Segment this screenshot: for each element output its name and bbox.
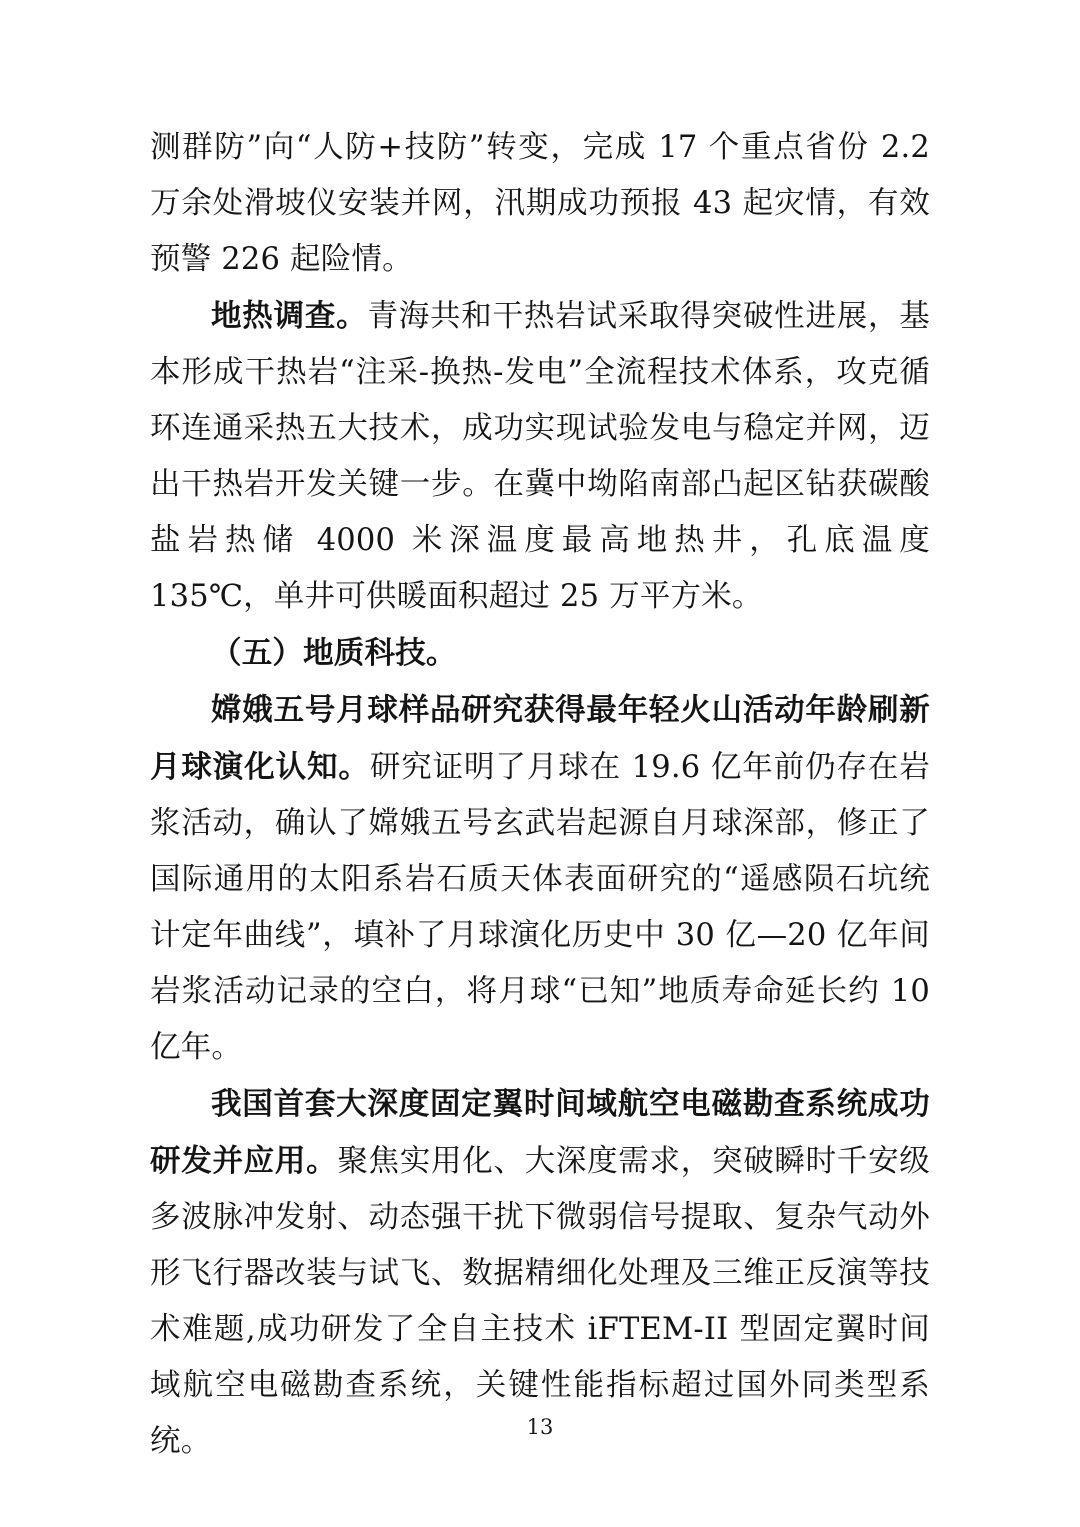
paragraph-lead-bold: 地热调查。 [211,298,368,334]
paragraph-lead-bold: （五）地质科技。 [211,635,457,671]
paragraph-text: 聚焦实用化、大深度需求，突破瞬时千安级多波脉冲发射、动态强干扰下微弱信号提取、复杂气动外形飞行器改装与试飞、数据精细化处理及三维正反演等技术难题,成功研发了全自主技术 iFTEM-II 型固定翼时间域航空电磁勘查系统，关键性能指标超过国外同类型系统。 [150,1144,930,1459]
paragraph-text: 青海共和干热岩试采取得突破性进展，基本形成干热岩“注采-换热-发电”全流程技术体系，攻克循环连通采热五大技术，成功实现试验发电与稳定并网，迈出干热岩开发关键一步。在冀中坳陷南部凸起区钻获碳酸盐岩热储 4000 米深温度最高地热井，孔底温度 135℃，单井可供暖面积超过 25 万平方米。 [150,299,930,614]
paragraph-text: 研究证明了月球在 19.6 亿年前仍存在岩浆活动，确认了嫦娥五号玄武岩起源自月球深部，修正了国际通用的太阳系岩石质天体表面研究的“遥感陨石坑统计定年曲线”，填补了月球演化历史中 30 亿—20 亿年间岩浆活动记录的空白，将月球“已知”地质寿命延长约 10 亿年。 [150,750,931,1065]
paragraph-lead-bold: 嫦娥五号月球样品研究获得最年轻火山活动年龄刷新月球演化认知。 [150,692,930,785]
paragraph-lead-bold: 我国首套大深度固定翼时间域航空电磁勘查系统成功研发并应用。 [150,1086,930,1179]
para-4-iftem [150,1076,930,1470]
page-number: 13 [526,1415,554,1439]
document-body [150,120,930,1470]
heading-5 [150,625,930,682]
para-1-continued [150,120,930,288]
para-2-geothermal [150,288,930,625]
paragraph-text: 测群防”向“人防+技防”转变，完成 17 个重点省份 2.2 万余处滑坡仪安装并网，汛期成功预报 43 起灾情，有效预警 226 起险情。 [150,130,930,277]
para-3-change5 [150,682,930,1076]
